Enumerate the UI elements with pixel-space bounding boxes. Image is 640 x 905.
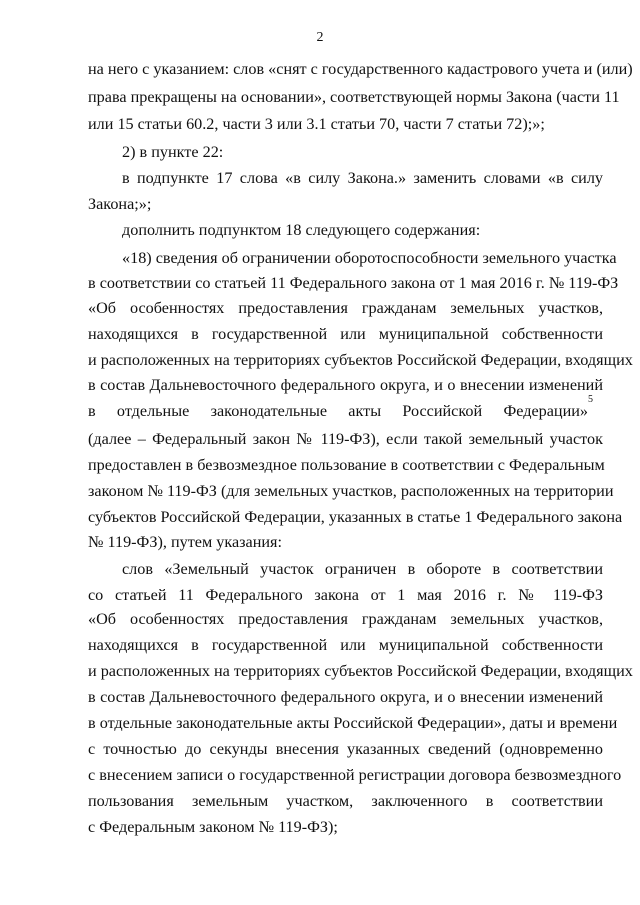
text-line: в состав Дальневосточного федерального округа, и о внесении изменений (88, 376, 603, 394)
text-line-with-footnote (88, 394, 593, 420)
text-line: в соответствии со статьей 11 Федерального закона от 1 мая 2016 г. № 119-ФЗ (88, 274, 619, 292)
text-line: в отдельные законодательные акты Российской Федерации» (88, 402, 588, 420)
text-line: законом № 119-ФЗ (для земельных участков, расположенных на территории (88, 482, 614, 500)
text-line: Закона;»; (88, 195, 152, 213)
text-line: с Федеральным законом № 119-ФЗ); (88, 818, 338, 836)
text-line: «Об особенностях предоставления гражданам земельных участков, (88, 299, 603, 317)
text-line: слов «Земельный участок ограничен в обороте в соответствии (122, 560, 603, 578)
page-number: 2 (316, 30, 324, 45)
footnote-reference: 5 (588, 394, 593, 405)
text-line: и расположенных на территориях субъектов Российской Федерации, входящих (88, 662, 633, 680)
text-line: «Об особенностях предоставления гражданам земельных участков, (88, 610, 603, 628)
text-line: права прекращены на основании», соответствующей нормы Закона (части 11 (88, 88, 620, 106)
text-line: № 119-ФЗ), путем указания: (88, 533, 282, 551)
text-line: субъектов Российской Федерации, указанных в статье 1 Федерального закона (88, 508, 623, 526)
text-line: находящихся в государственной или муниципальной собственности (88, 325, 603, 343)
text-line: «18) сведения об ограничении оборотоспособности земельного участка (122, 249, 617, 267)
text-line: 2) в пункте 22: (122, 143, 224, 161)
text-line: (далее – Федеральный закон № 119-ФЗ), если такой земельный участок (88, 430, 603, 448)
text-line: в подпункте 17 слова «в силу Закона.» заменить словами «в силу (122, 169, 603, 187)
text-line: пользования земельным участком, заключенного в соответствии (88, 792, 603, 810)
text-line: со статьей 11 Федерального закона от 1 мая 2016 г. № 119-ФЗ (88, 586, 603, 604)
text-line: в отдельные законодательные акты Российской Федерации», даты и времени (88, 714, 618, 732)
text-line: находящихся в государственной или муниципальной собственности (88, 636, 603, 654)
text-line: с точностью до секунды внесения указанных сведений (одновременно (88, 740, 603, 758)
text-line: в состав Дальневосточного федерального округа, и о внесении изменений (88, 688, 603, 706)
text-line: дополнить подпунктом 18 следующего содержания: (122, 221, 481, 239)
text-line: с внесением записи о государственной регистрации договора безвозмездного (88, 766, 622, 784)
text-line: на него с указанием: слов «снят с государственного кадастрового учета и (или) (88, 60, 633, 78)
text-line: и расположенных на территориях субъектов Российской Федерации, входящих (88, 351, 633, 369)
text-line: предоставлен в безвозмездное пользование в соответствии с Федеральным (88, 456, 605, 474)
text-line: или 15 статьи 60.2, части 3 или 3.1 статьи 70, части 7 статьи 72);»; (88, 115, 545, 133)
